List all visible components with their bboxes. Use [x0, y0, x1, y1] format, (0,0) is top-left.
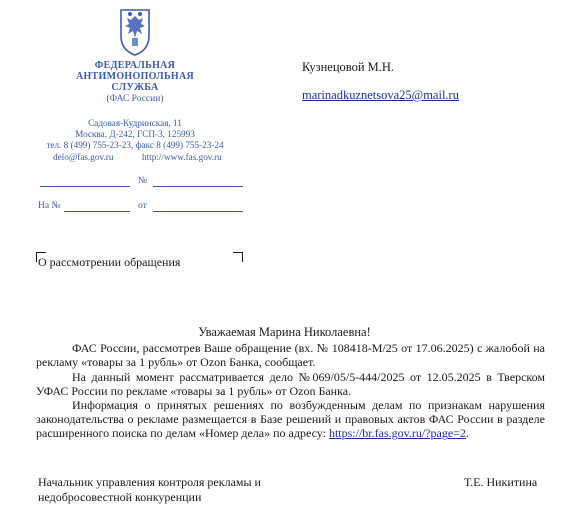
recipient-name: Кузнецовой М.Н. [302, 60, 395, 74]
signatory-title [38, 475, 261, 505]
signatory-title-line-1: Начальник управления контроля рекламы и [38, 475, 261, 489]
signatory-title-line-2: недобросовестной конкуренции [38, 490, 202, 504]
agency-name-line-1: ФЕДЕРАЛЬНАЯ [94, 60, 176, 71]
agency-email: delo@fas.gov.ru [53, 151, 114, 162]
fas-decisions-link[interactable]: https://br.fas.gov.ru/?page=2 [328, 426, 466, 441]
address-line-3: тел. 8 (499) 755-23-23, факс 8 (499) 755-23-24 [46, 140, 224, 151]
subject-corner-right [233, 252, 243, 262]
paragraph-3-tail: . [465, 426, 469, 441]
in-reply-label: На № [38, 201, 61, 211]
agency-address-block [20, 118, 250, 163]
letter-subject: О рассмотрении обращения [38, 255, 181, 269]
outgoing-number-sign: № [138, 176, 148, 186]
agency-name-line-3: СЛУЖБА [111, 82, 159, 93]
agency-name-block [40, 0, 230, 110]
outgoing-date-line [40, 186, 130, 187]
recipient-email-link[interactable]: marinadkuznetsova25@mail.ru [302, 88, 459, 102]
paragraph-3-text: Информация о принятых решениях по возбужденным делам по признакам нарушения законодательства о рекламе размещается в Базе решений и правовых актов ФАС России в разделе расширенного поиска по делам «Номер дела» по адресу: [36, 398, 545, 441]
contacts-line [20, 152, 250, 163]
agency-short-name: (ФАС России) [106, 94, 164, 104]
paragraph-3 [36, 398, 545, 441]
address-line-1: Садовая-Кудринская, 11 [88, 118, 182, 128]
agency-name-line-2: АНТИМОНОПОЛЬНАЯ [75, 71, 195, 82]
signatory-name: Т.Е. Никитина [464, 475, 538, 489]
in-reply-from-label: от [138, 201, 147, 211]
address-line-2: Москва, Д-242, ГСП-3, 125993 [75, 129, 195, 140]
paragraph-1: ФАС России, рассмотрев Ваше обращение (вх. № 108418-М/25 от 17.06.2025) с жалобой на рекламу «товары за 1 рубль» от Ozon Банка, сообщает. [36, 341, 545, 370]
in-reply-number-line [64, 211, 130, 212]
in-reply-date-line [153, 211, 243, 212]
greeting: Уважаемая Марина Николаевна! [198, 325, 371, 339]
agency-website: http://www.fas.gov.ru [142, 151, 222, 162]
outgoing-number-line [153, 186, 243, 187]
paragraph-2: На данный момент рассматривается дело №069/05/5-444/2025 от 12.05.2025 в Тверском УФАС России по рекламе «товары за 1 рубль» от Ozon Банка. [36, 370, 545, 399]
